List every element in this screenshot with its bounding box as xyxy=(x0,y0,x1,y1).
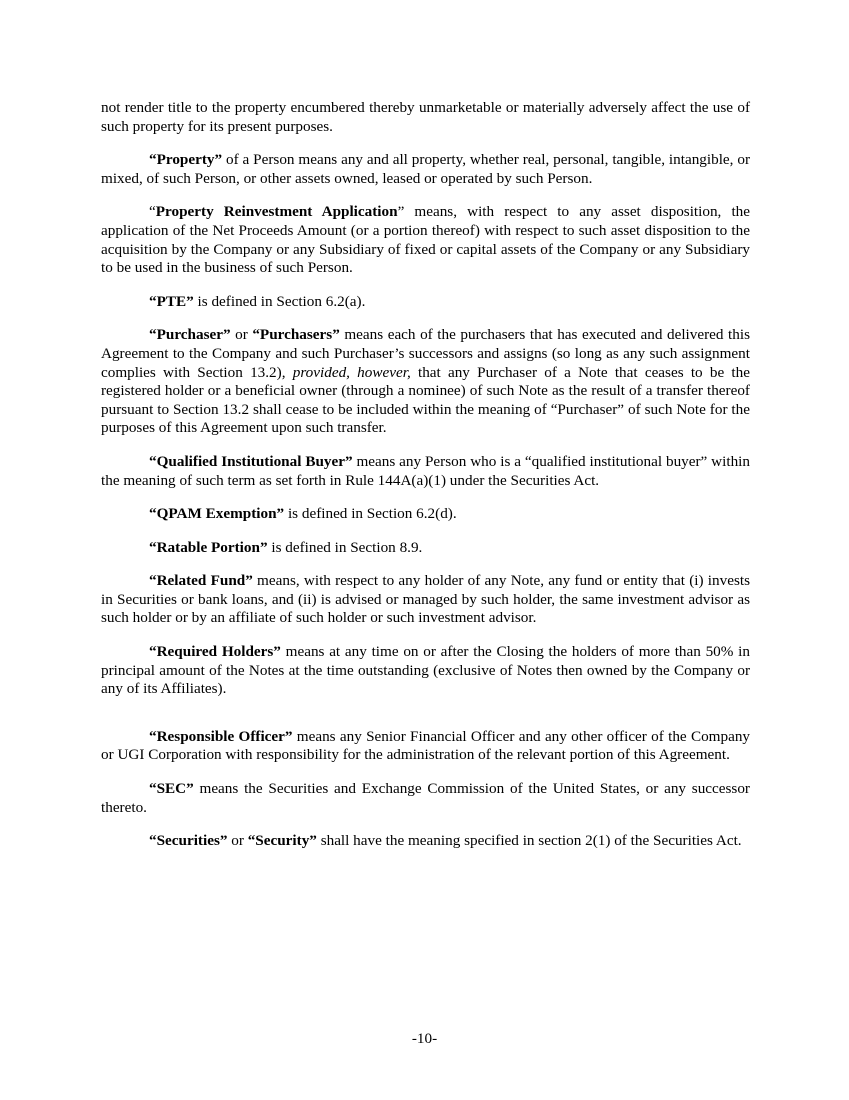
definition-paragraph-securities xyxy=(101,832,750,851)
paragraph-text: not render title to the property encumbered thereby unmarketable or materially adversely affect the use of such property for its present purposes. xyxy=(101,99,750,135)
defined-term: “Securities” xyxy=(149,832,228,850)
definition-paragraph-required-holders xyxy=(101,643,750,699)
definition-paragraph-property xyxy=(101,151,750,188)
paragraph-text: means any Senior Financial Officer and any other officer of the Company or UGI Corporation with responsibility for the administration of the relevant portion of this Agreement. xyxy=(101,727,751,764)
paragraph-text: or xyxy=(230,326,253,344)
defined-term: “PTE” xyxy=(149,292,194,310)
paragraph-text: that any Purchaser of a Note that ceases to be the registered holder or a beneficial owner (through a nominee) of such Note as the result of a transfer thereof pursuant to Section 13.2 shall cease to be included within the meaning of “Purchaser” of such Note for the purposes of this Agreement upon such transfer. xyxy=(101,363,750,437)
paragraph-text: is defined in Section 6.2(d). xyxy=(284,505,457,523)
paragraph-text: means, with respect to any holder of any Note, any fund or entity that (i) invests in Securities or bank loans, and (ii) is advised or managed by such holder, the same investment advisor as such holder or by an affiliate of such holder or such investment advisor. xyxy=(101,572,750,627)
paragraph-text: of a Person means any and all property, whether real, personal, tangible, intangible, or mixed, of such Person, or other assets owned, leased or operated by such Person. xyxy=(101,151,750,187)
definition-paragraph-property-reinvestment-application xyxy=(101,203,750,277)
definition-paragraph-related-fund xyxy=(101,572,750,628)
definition-paragraph-ratable-portion xyxy=(101,539,750,558)
paragraph-text: shall have the meaning specified in section 2(1) of the Securities Act. xyxy=(316,832,742,850)
definition-paragraph-continuation xyxy=(101,99,750,136)
defined-term: “Ratable Portion” xyxy=(149,538,268,556)
page-number: -10- xyxy=(411,1030,438,1047)
defined-term: “Purchasers” xyxy=(252,326,340,344)
paragraph-text: is defined in Section 8.9. xyxy=(267,538,423,556)
definition-paragraph-qpam-exemption xyxy=(101,505,750,524)
definition-paragraph-sec xyxy=(101,780,750,817)
emphasis-text: provided, however, xyxy=(292,363,411,381)
paragraph-text: “ xyxy=(149,203,156,221)
defined-term: “QPAM Exemption” xyxy=(149,505,285,523)
paragraph-text: means each of the purchasers that has executed and delivered this Agreement to the Company and such Purchaser’s successors and assigns (so long as any such assignment complies with Section 13.2), xyxy=(101,326,750,381)
defined-term: “Required Holders” xyxy=(149,643,281,661)
definition-paragraph-pte xyxy=(101,293,750,312)
paragraph-text: ” means, with respect to any asset disposition, the application of the Net Proceeds Amount (or a portion thereof) with respect to such asset disposition to the acquisition by the Company or any Subsidiary of fixed or capital assets of the Company or any Subsidiary to be used in the business of such Person. xyxy=(101,203,750,277)
paragraph-text: is defined in Section 6.2(a). xyxy=(193,292,366,310)
defined-term: Property Reinvestment Application xyxy=(155,203,398,221)
definition-paragraph-qualified-institutional-buyer xyxy=(101,453,750,490)
defined-term: “Responsible Officer” xyxy=(149,727,293,745)
defined-term: “Qualified Institutional Buyer” xyxy=(149,452,353,470)
defined-term: “Related Fund” xyxy=(149,572,253,590)
definition-paragraph-responsible-officer xyxy=(101,728,750,765)
paragraph-text: means the Securities and Exchange Commission of the United States, or any successor thereto. xyxy=(101,780,750,816)
document-body xyxy=(101,99,750,851)
definition-paragraph-purchaser xyxy=(101,326,750,438)
defined-term: “Property” xyxy=(149,151,223,169)
paragraph-text: means at any time on or after the Closing the holders of more than 50% in principal amount of the Notes at the time outstanding (exclusive of Notes then owned by the Company or any of its Affiliates). xyxy=(101,643,750,698)
defined-term: “SEC” xyxy=(149,780,194,798)
defined-term: “Purchaser” xyxy=(149,326,231,344)
paragraph-text: means any Person who is a “qualified institutional buyer” within the meaning of such term as set forth in Rule 144A(a)(1) under the Securities Act. xyxy=(101,452,750,489)
paragraph-text: or xyxy=(227,832,248,850)
defined-term: “Security” xyxy=(247,832,317,850)
